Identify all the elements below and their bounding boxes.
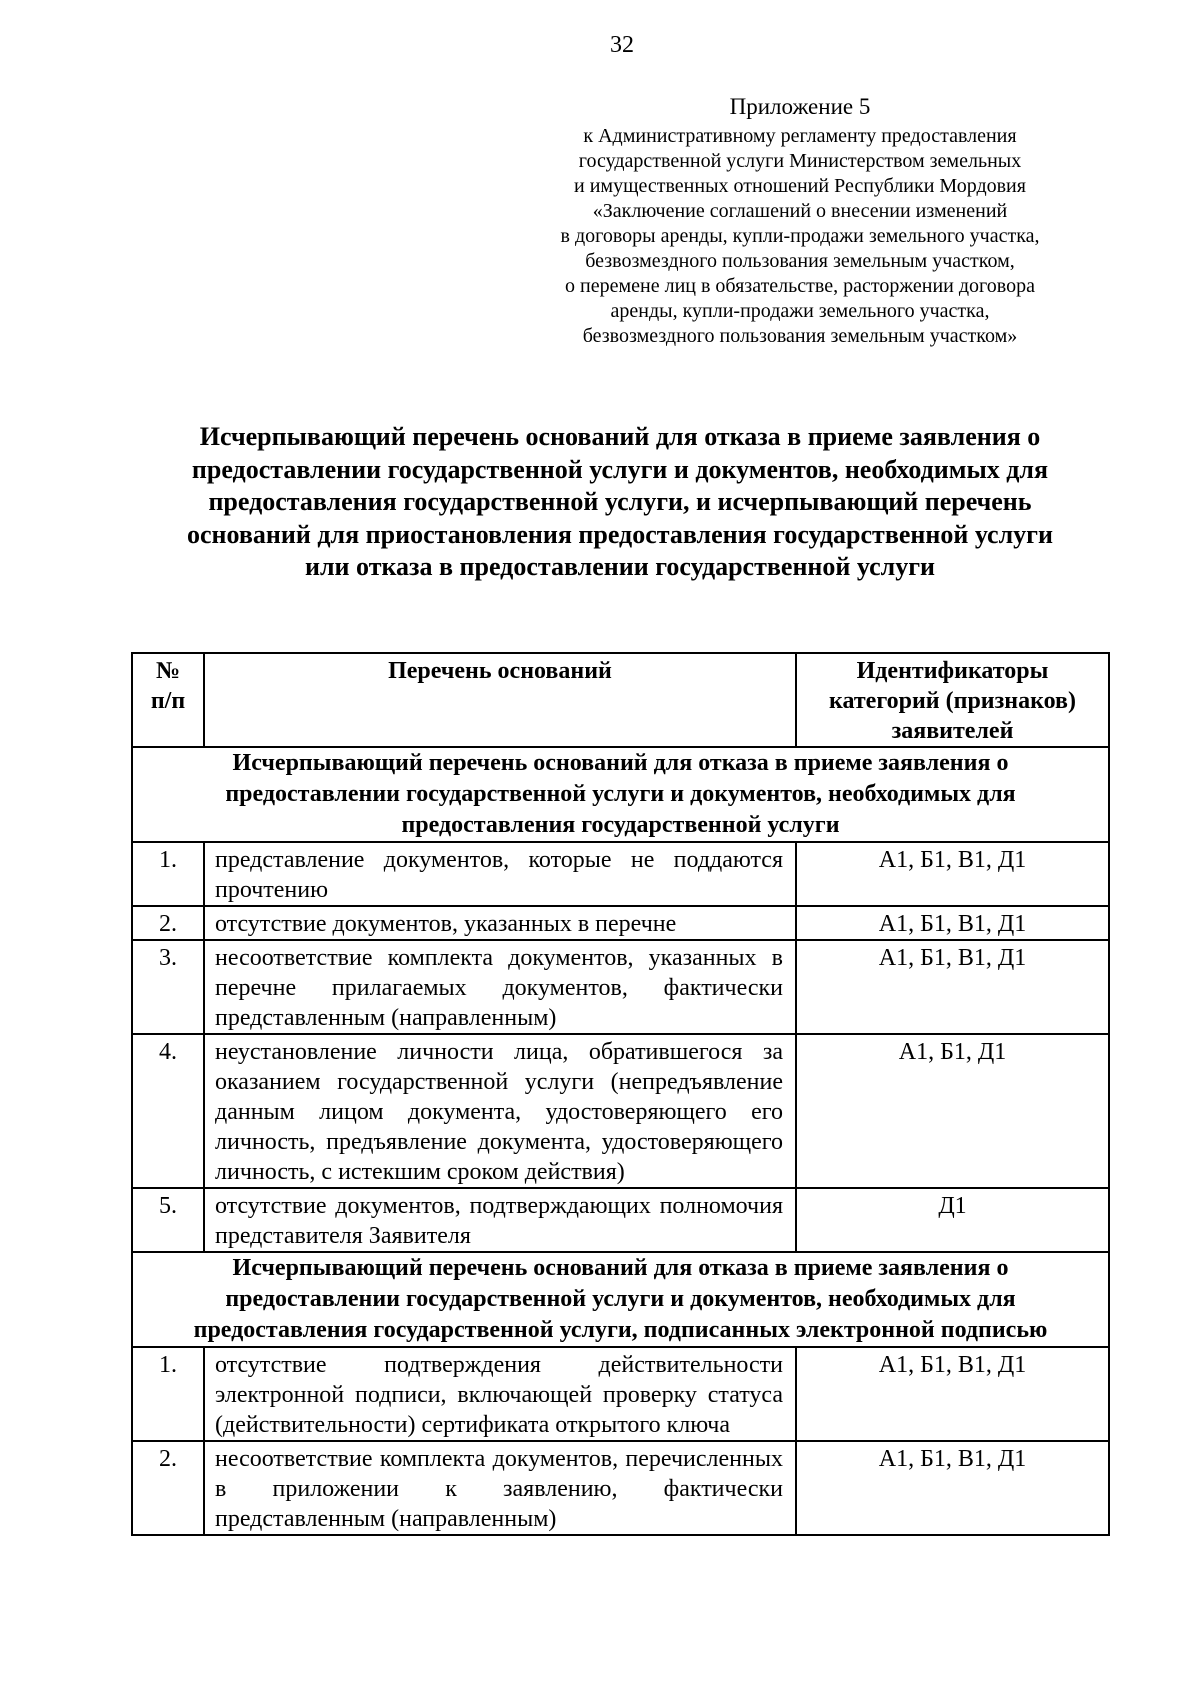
document-title-line: предоставлении государственной услуги и документов, необходимых для <box>191 454 1049 484</box>
page-number: 32 <box>610 32 634 58</box>
row-reason: представление документов, которые не поддаются прочтению <box>204 842 796 906</box>
appendix-line: безвозмездного пользования земельным участком» <box>582 325 1018 347</box>
header-ids <box>796 653 1109 747</box>
table-header-row <box>132 653 1109 747</box>
row-ids: А1, Б1, В1, Д1 <box>796 842 1109 906</box>
row-ids: А1, Б1, В1, Д1 <box>796 906 1109 940</box>
row-num: 2. <box>132 1441 204 1535</box>
section-title <box>132 747 1109 842</box>
header-num-line: п/п <box>150 688 186 714</box>
appendix-line: аренды, купли-продажи земельного участка, <box>610 300 990 322</box>
document-title-line: предоставления государственной услуги, и исчерпывающий перечень <box>208 487 1032 516</box>
document-title-line: Исчерпывающий перечень оснований для отказа в приеме заявления о <box>199 422 1041 451</box>
header-ids-line: Идентификаторы <box>856 658 1049 684</box>
section-title-line: предоставлении государственной услуги и документов, необходимых для <box>225 1286 1016 1312</box>
header-reason: Перечень оснований <box>204 653 796 747</box>
header-ids-line: заявителей <box>891 718 1014 744</box>
row-reason: несоответствие комплекта документов, указанных в перечне прилагаемых документов, фактически представленным (направленным) <box>204 940 796 1034</box>
appendix-line: в договоры аренды, купли-продажи земельного участка, <box>560 225 1040 247</box>
row-num: 5. <box>132 1188 204 1252</box>
section-title-row <box>132 747 1109 842</box>
table-row <box>132 940 1109 1034</box>
row-num: 2. <box>132 906 204 940</box>
section-title-line: предоставлении государственной услуги и документов, необходимых для <box>225 781 1016 807</box>
section-title <box>132 1252 1109 1347</box>
row-reason: отсутствие подтверждения действительности электронной подписи, включающей проверку статуса (действительности) сертификата открытого ключа <box>204 1347 796 1441</box>
appendix-line: к Административному регламенту предоставления <box>583 125 1017 147</box>
appendix-title: Приложение 5 <box>729 94 871 119</box>
section-title-row <box>132 1252 1109 1347</box>
row-reason: отсутствие документов, указанных в перечне <box>204 906 796 940</box>
row-ids: А1, Б1, В1, Д1 <box>796 940 1109 1034</box>
section-title-line: предоставления государственной услуги <box>401 812 840 838</box>
row-reason: несоответствие комплекта документов, перечисленных в приложении к заявлению, фактически представленным (направленным) <box>204 1441 796 1535</box>
section-title-line: предоставления государственной услуги, подписанных электронной подписью <box>193 1317 1048 1343</box>
row-num: 1. <box>132 1347 204 1441</box>
table-row <box>132 1441 1109 1535</box>
row-ids: А1, Б1, В1, Д1 <box>796 1347 1109 1441</box>
header-num-line: № <box>155 658 181 684</box>
section-title-line: Исчерпывающий перечень оснований для отказа в приеме заявления о <box>232 1255 1009 1281</box>
row-reason: неустановление личности лица, обратившегося за оказанием государственной услуги (непредъявление данным лицом документа, удостоверяющего его личность, предъявление документа, удостоверяющего личность, с истекшим сроком действия) <box>204 1034 796 1188</box>
appendix-line: государственной услуги Министерством земельных <box>578 150 1022 172</box>
row-num: 3. <box>132 940 204 1034</box>
row-ids: Д1 <box>796 1188 1109 1252</box>
table-row <box>132 842 1109 906</box>
row-reason: отсутствие документов, подтверждающих полномочия представителя Заявителя <box>204 1188 796 1252</box>
document-title-line: оснований для приостановления предоставления государственной услуги <box>187 519 1053 549</box>
appendix-line: о перемене лиц в обязательстве, расторжении договора <box>565 275 1035 297</box>
table-row <box>132 1188 1109 1252</box>
appendix-line: и имущественных отношений Республики Мордовия <box>574 175 1026 197</box>
appendix-line: «Заключение соглашений о внесении изменений <box>592 200 1008 222</box>
table-row <box>132 1347 1109 1441</box>
section-title-line: Исчерпывающий перечень оснований для отказа в приеме заявления о <box>232 750 1009 776</box>
header-num <box>132 653 204 747</box>
document-title-line: или отказа в предоставлении государственной услуги <box>304 552 936 581</box>
row-num: 4. <box>132 1034 204 1188</box>
document-title <box>130 421 1110 584</box>
appendix-block <box>520 92 1080 349</box>
row-ids: А1, Б1, В1, Д1 <box>796 1441 1109 1535</box>
header-ids-line: категорий (признаков) <box>829 688 1076 714</box>
row-num: 1. <box>132 842 204 906</box>
table-row <box>132 906 1109 940</box>
row-ids: А1, Б1, Д1 <box>796 1034 1109 1188</box>
grounds-table <box>131 652 1110 1536</box>
appendix-line: безвозмездного пользования земельным участком, <box>585 250 1015 272</box>
table-row <box>132 1034 1109 1188</box>
